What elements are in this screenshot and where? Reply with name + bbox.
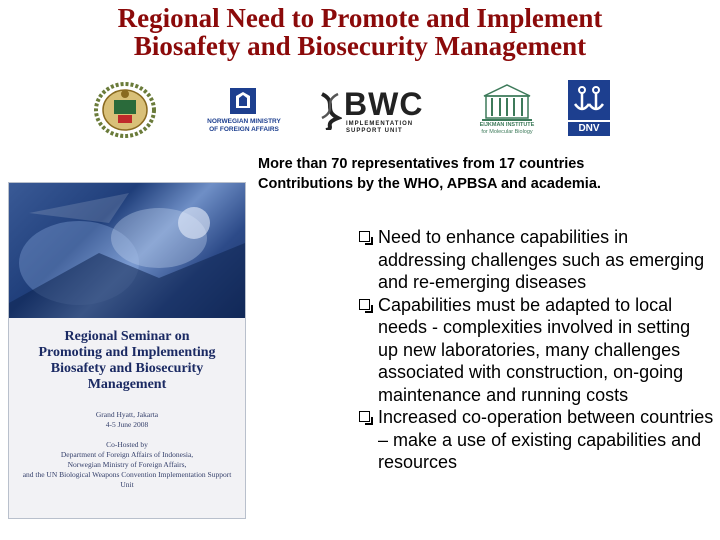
eijkman-name: EIJKMAN INSTITUTE [479, 122, 535, 128]
bullet-text: Capabilities must be adapted to local needs - complexities involved in setting up new laboratories, many challenges associated with construction, on-going maintenance and running costs [378, 294, 691, 405]
eijkman-institute-logo [466, 82, 548, 138]
norway-logo-line-2: OF FOREIGN AFFAIRS [209, 126, 279, 133]
brochure-title [19, 329, 235, 393]
checkbox-bullet-icon [359, 231, 370, 242]
brochure-scientist-artwork-icon [9, 183, 245, 318]
brochure-cover-photo [9, 183, 245, 318]
dnv-wordmark: DNV [568, 122, 610, 136]
brochure-cohost-line-3: and the UN Biological Weapons Convention Implementation Support Unit [22, 470, 232, 489]
bullet-text: Need to enhance capabilities in addressing challenges such as emerging and re-emerging diseases [378, 227, 705, 292]
bullet-text: Increased co-operation between countries – make a use of existing capabilities and resources [378, 407, 714, 472]
brochure-details [19, 410, 235, 490]
norway-logo-line-1: NORWEGIAN MINISTRY [207, 118, 281, 125]
indonesia-emblem-logo [94, 82, 156, 138]
brochure-cohost-label: Co-Hosted by [106, 440, 148, 449]
eijkman-building-icon [480, 82, 534, 122]
dnv-logo [568, 80, 610, 138]
list-item [354, 226, 714, 294]
norway-crest-icon [228, 86, 258, 116]
brochure-title-line-3: Biosafety and Biosecurity [50, 361, 204, 376]
bwc-logo [318, 86, 434, 134]
checkbox-bullet-icon [359, 411, 370, 422]
brochure-dates: 4-5 June 2008 [105, 420, 149, 429]
list-item [354, 294, 714, 407]
summary-line-1: More than 70 representatives from 17 countries [258, 156, 585, 172]
bwc-sub-line-2: SUPPORT UNIT [346, 128, 403, 134]
brochure-cohost-line-2: Norwegian Ministry of Foreign Affairs, [67, 460, 187, 469]
title-line-1: Regional Need to Promote and Implement [117, 3, 603, 33]
dna-helix-icon [318, 92, 342, 130]
list-item [354, 406, 714, 474]
title-line-2: Biosafety and Biosecurity Management [133, 31, 587, 61]
brochure-venue: Grand Hyatt, Jakarta [95, 410, 159, 419]
slide-title [0, 4, 720, 60]
brochure-title-line-2: Promoting and Implementing [38, 345, 216, 360]
bwc-wordmark: BWC [344, 86, 424, 122]
sponsor-logos [0, 78, 720, 142]
brochure-title-line-1: Regional Seminar on [64, 329, 190, 344]
seminar-brochure-image [8, 182, 246, 519]
brochure-cohost-line-1: Department of Foreign Affairs of Indonesia, [60, 450, 194, 459]
anchor-icon [572, 84, 606, 116]
summary-line-2: Contributions by the WHO, APBSA and academia. [258, 176, 601, 192]
norwegian-ministry-logo [184, 86, 304, 136]
key-points-list [354, 226, 714, 474]
eijkman-tagline: for Molecular Biology [481, 129, 533, 135]
brochure-title-line-4: Management [87, 377, 167, 392]
seminar-summary [258, 154, 601, 194]
bwc-sub-line-1: IMPLEMENTATION [346, 121, 414, 127]
checkbox-bullet-icon [359, 299, 370, 310]
